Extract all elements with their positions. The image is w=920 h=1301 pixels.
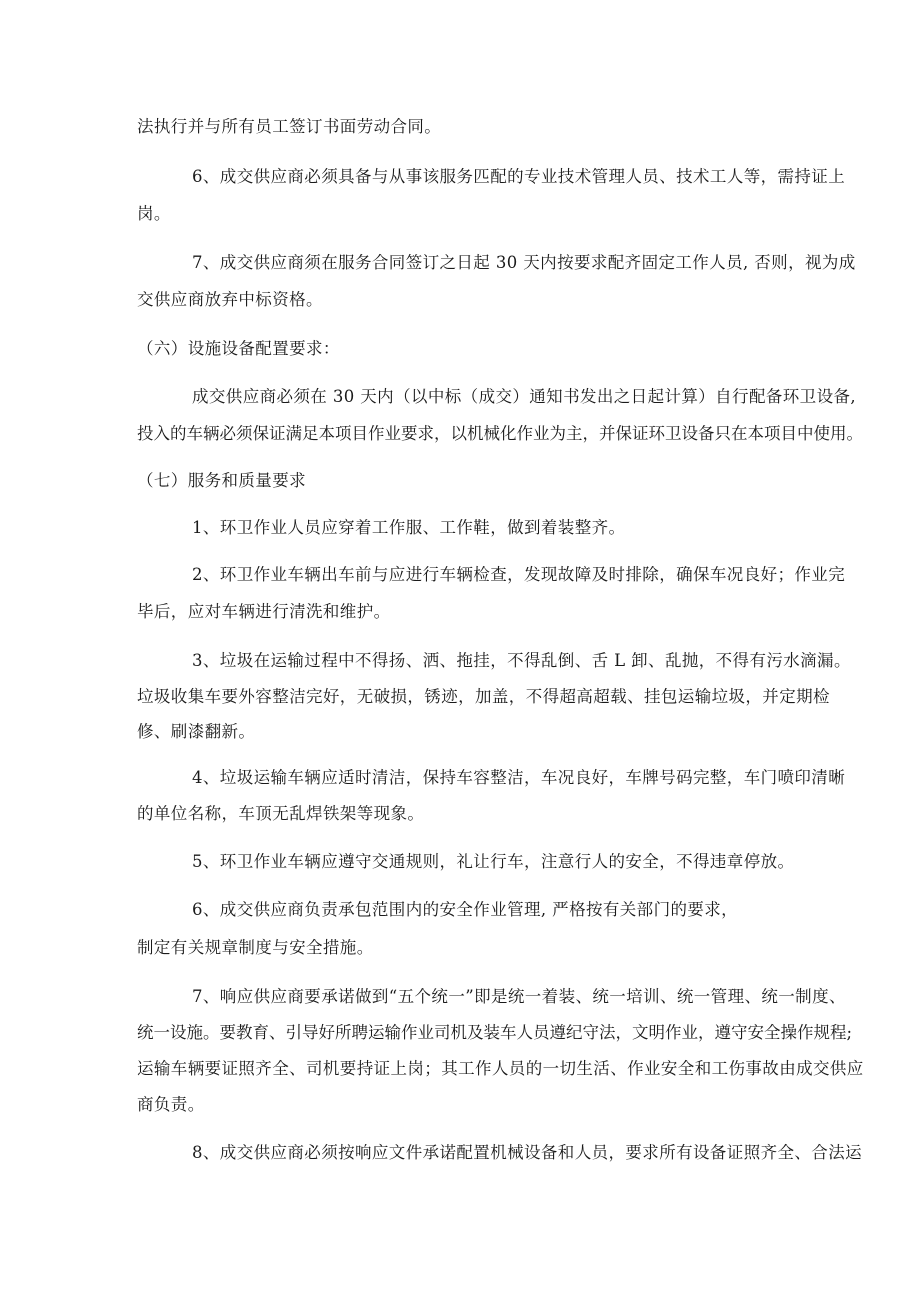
paragraph-line: 运输车辆要证照齐全、司机要持证上岗；其工作人员的一切生活、作业安全和工伤事故由成交供应 (137, 1059, 864, 1078)
paragraph-line: 8、成交供应商必须按响应文件承诺配置机械设备和人员，要求所有设备证照齐全、合法运 (192, 1143, 862, 1162)
paragraph-line: 岗。 (137, 204, 171, 223)
paragraph-line: 6、成交供应商必须具备与从事该服务匹配的专业技术管理人员、技术工人等，需持证上 (192, 167, 846, 186)
paragraph-line: 投入的车辆必须保证满足本项目作业要求，以机械化作业为主，并保证环卫设备只在本项目中使用。 (137, 424, 863, 443)
paragraph-line: 法执行并与所有员工签订书面劳动合同。 (137, 117, 442, 136)
paragraph-line: 毕后，应对车辆进行清洗和维护。 (137, 602, 391, 621)
paragraph-line: 7、响应供应商要承诺做到“五个统一”即是统一着装、统一培训、统一管理、统一制度、 (192, 987, 846, 1006)
section-heading: （七）服务和质量要求 (137, 471, 306, 490)
paragraph-line: 7、成交供应商须在服务合同签订之日起 30 天内按要求配齐固定工作人员, 否则，视为成 (192, 253, 856, 272)
paragraph-line: 制定有关规章制度与安全措施。 (137, 938, 374, 957)
paragraph-line: 垃圾收集车要外容整洁完好，无破损，锈迹，加盖，不得超高超载、挂包运输垃圾，并定期检 (137, 687, 830, 706)
paragraph-line: 2、环卫作业车辆出车前与应进行车辆检查，发现故障及时排除，确保车况良好；作业完 (192, 565, 846, 584)
paragraph-line: 商负责。 (137, 1095, 205, 1114)
paragraph-line: 5、环卫作业车辆应遵守交通规则，礼让行车，注意行人的安全，不得违章停放。 (192, 852, 795, 871)
paragraph-line: 6、成交供应商负责承包范围内的安全作业管理, 严格按有关部门的要求， (192, 900, 739, 919)
paragraph-line: 1、环卫作业人员应穿着工作服、工作鞋，做到着装整齐。 (192, 518, 626, 537)
paragraph-line: 的单位名称，车顶无乱焊铁架等现象。 (137, 804, 425, 823)
paragraph-line: 4、垃圾运输车辆应适时清洁，保持车容整洁，车况良好，车牌号码完整，车门喷印清晰 (192, 768, 846, 787)
paragraph-line: 交供应商放弃中标资格。 (137, 290, 323, 309)
paragraph-line: 成交供应商必须在 30 天内（以中标（成交）通知书发出之日起计算）自行配备环卫设备, (192, 387, 857, 406)
paragraph-line: 统一设施。要教育、引导好所聘运输作业司机及装车人员遵纪守法，文明作业，遵守安全操作规程; (137, 1023, 853, 1042)
paragraph-line: 3、垃圾在运输过程中不得扬、洒、拖挂，不得乱倒、舌 L 卸、乱抛，不得有污水滴漏。 (192, 651, 851, 670)
section-heading: （六）设施设备配置要求： (137, 339, 340, 358)
paragraph-line: 修、刷漆翻新。 (137, 722, 256, 741)
